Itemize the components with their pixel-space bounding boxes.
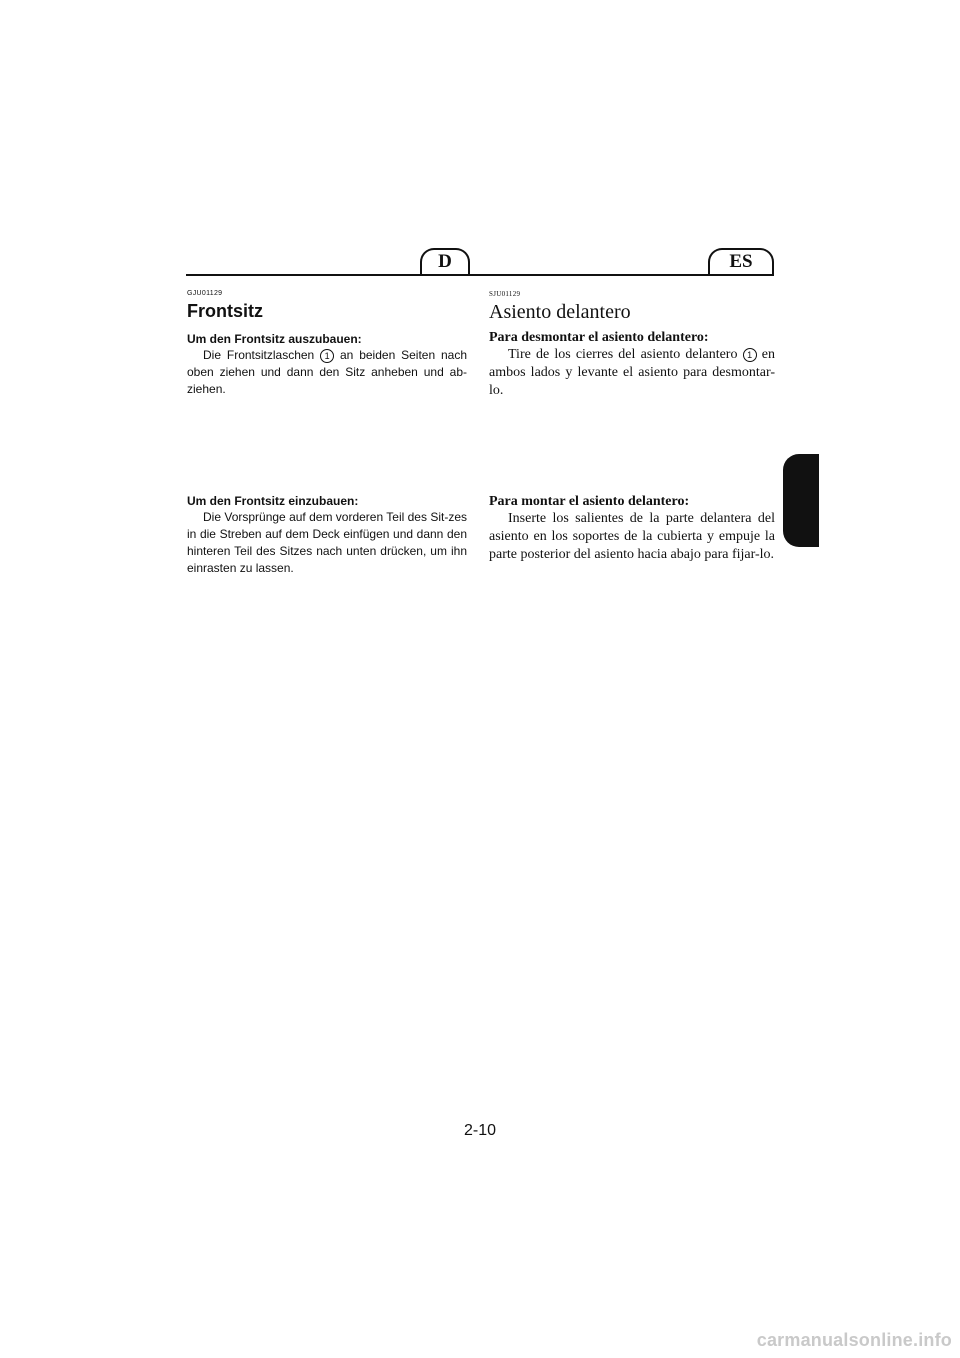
- page-number: 2-10: [463, 1122, 497, 1139]
- install-text-de: Die Vorsprünge auf dem vorderen Teil des Sit-zes in die Streben auf dem Deck einfügen und dann den hinteren Teil des Sitzes nach unten drücken, um ihn einrasten zu lassen.: [187, 510, 467, 575]
- remove-heading-de: Um den Frontsitz auszubauen:: [187, 332, 362, 346]
- section-title-de: Frontsitz: [187, 301, 263, 321]
- install-heading-de: Um den Frontsitz einzubauen:: [187, 494, 359, 508]
- german-column: [187, 288, 467, 398]
- header-rule: [186, 274, 774, 276]
- install-block-de: [187, 493, 467, 577]
- remove-text-es-part2: en ambos lados y levante el asiento para desmontar-lo.: [489, 347, 775, 398]
- install-heading-es: Para montar el asiento delantero:: [489, 494, 690, 509]
- section-code-de: GJU01129: [187, 290, 223, 297]
- language-tab-d: D: [420, 248, 470, 274]
- remove-heading-es: Para desmontar el asiento delantero:: [489, 330, 709, 345]
- chapter-side-tab: [783, 454, 819, 547]
- remove-text-de-part2: an beiden Seiten nach oben ziehen und dann den Sitz anheben und ab-ziehen.: [187, 348, 468, 396]
- remove-text-de-part1: Die Frontsitzlaschen: [203, 348, 315, 362]
- callout-number-icon: 1: [320, 349, 334, 363]
- remove-text-es: [489, 346, 775, 400]
- spanish-column: [489, 288, 775, 400]
- install-text-es: Inserte los salientes de la parte delantera del asiento en los soportes de la cubierta y empuje la parte posterior del asiento hacia abajo para fijar-lo.: [489, 511, 775, 562]
- section-title-es: Asiento delantero: [489, 301, 631, 323]
- language-tab-es: ES: [708, 248, 774, 274]
- remove-text-de: [187, 347, 467, 398]
- callout-number-icon: 1: [743, 348, 757, 362]
- remove-text-es-part1: Tire de los cierres del asiento delantero: [508, 347, 738, 362]
- install-block-es: [489, 493, 775, 564]
- watermark: carmanualsonline.info: [756, 1330, 952, 1350]
- section-code-es: SJU01129: [489, 290, 521, 298]
